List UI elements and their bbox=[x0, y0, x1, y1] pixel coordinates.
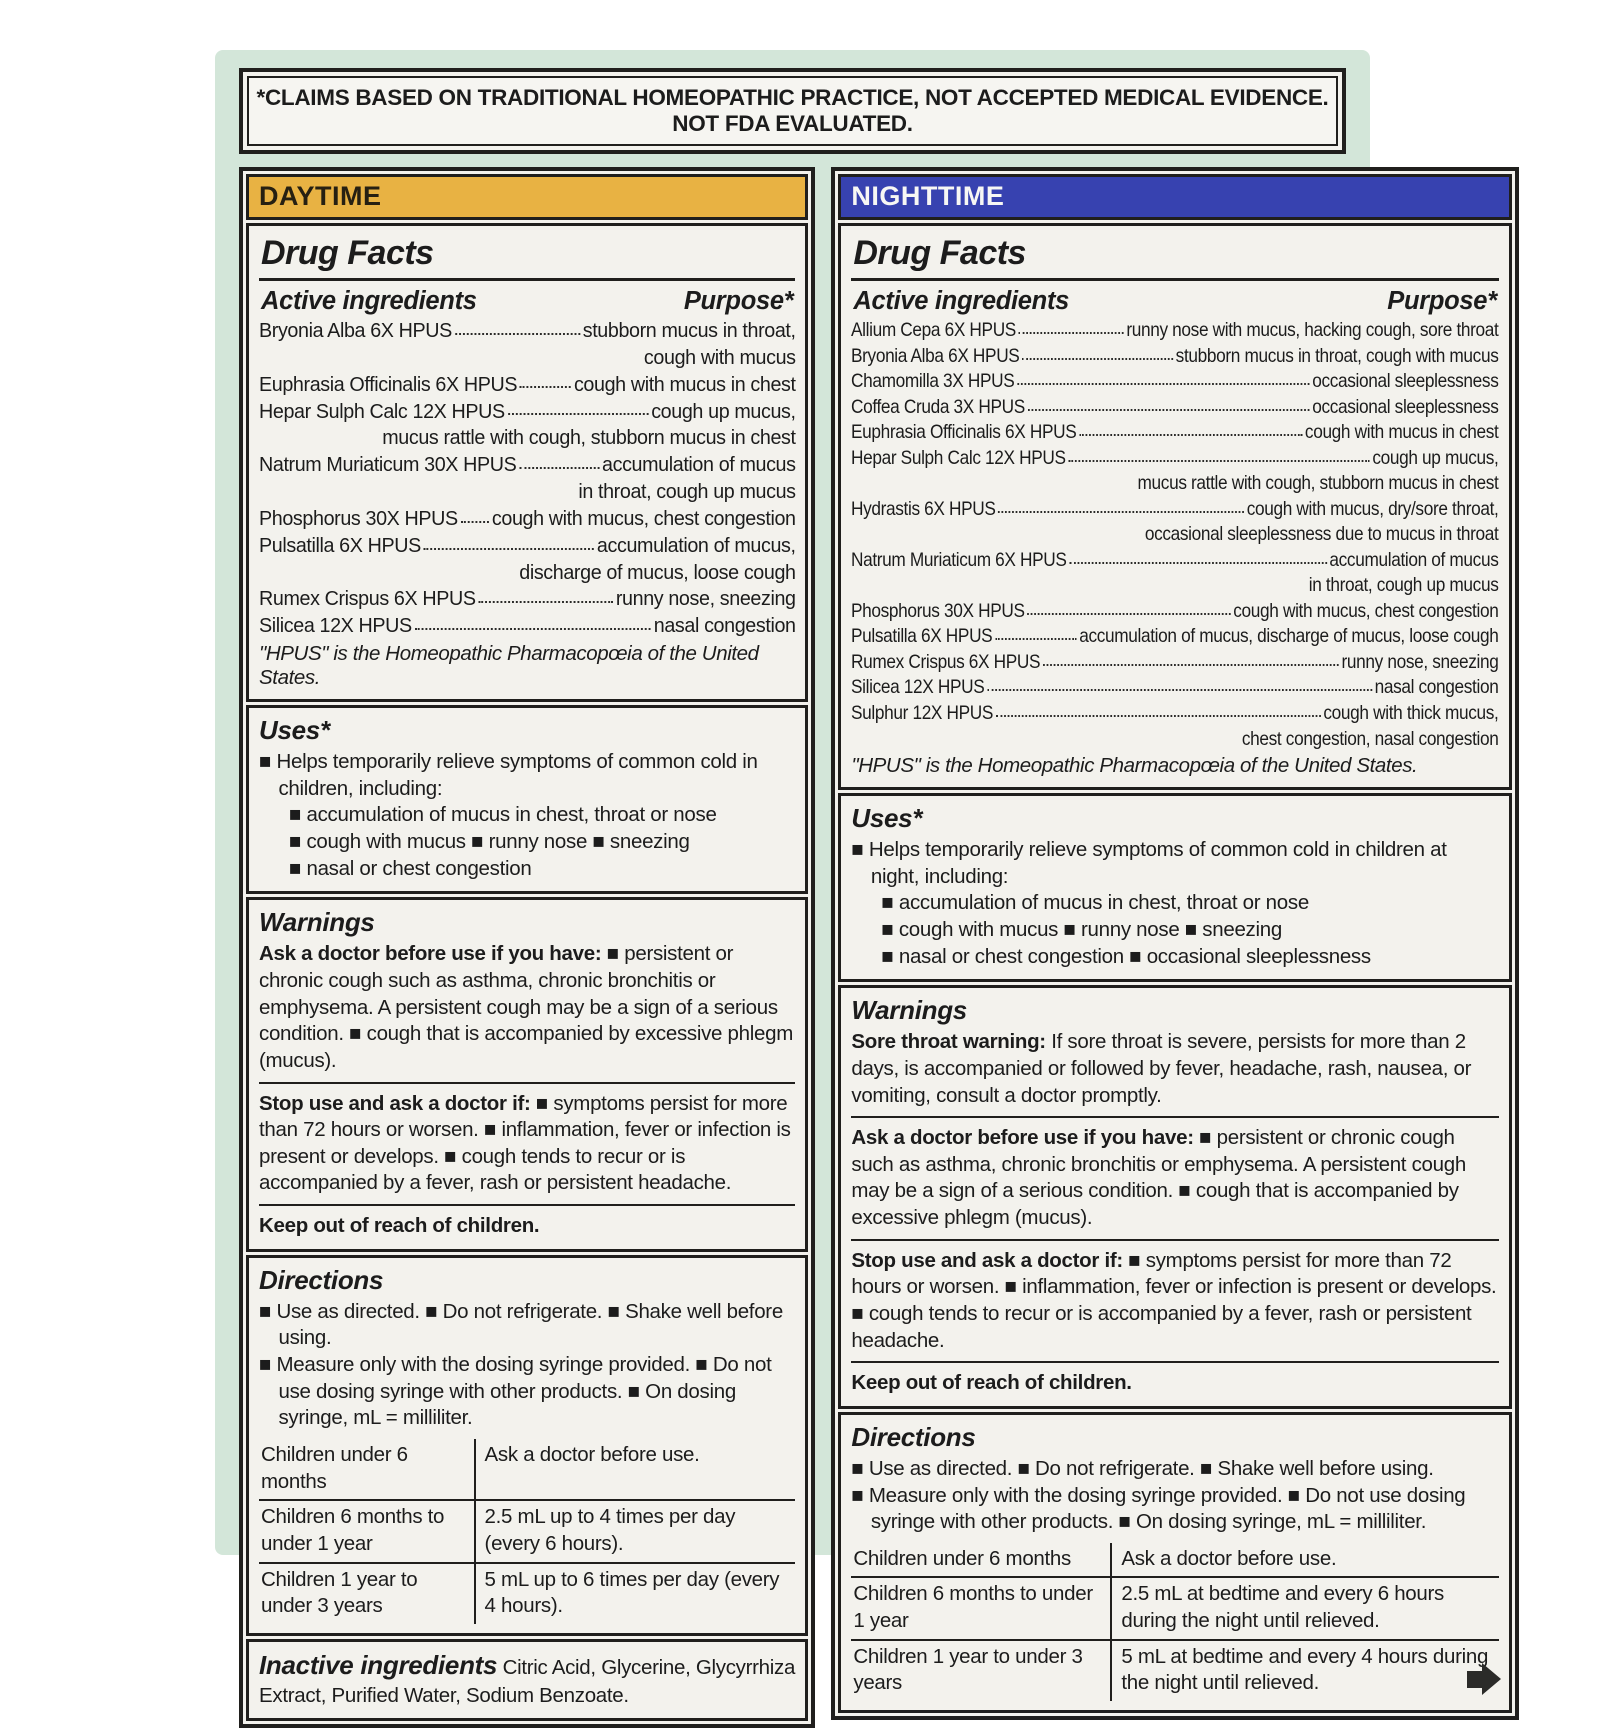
ingredient-name: Hydrastis 6X HPUS bbox=[851, 497, 996, 520]
ingredient-name: Natrum Muriaticum 6X HPUS bbox=[851, 548, 1067, 571]
warning-lead: Keep out of reach of children. bbox=[851, 1371, 1132, 1395]
dosing-table bbox=[259, 1439, 795, 1624]
nighttime-uses-section bbox=[838, 793, 1511, 982]
ingredient-entry bbox=[259, 586, 796, 613]
dose-cell: 2.5 mL at bedtime and every 6 hours during the night until relieved. bbox=[1110, 1578, 1498, 1638]
inactive-ingredients-title: Inactive ingredients bbox=[259, 1649, 498, 1680]
dose-cell: Ask a doctor before use. bbox=[474, 1439, 796, 1499]
ingredient-purpose: nasal congestion bbox=[653, 614, 796, 638]
ingredient-purpose-continued: in throat, cough up mucus bbox=[578, 480, 796, 504]
ingredient-name: Pulsatilla 6X HPUS bbox=[851, 625, 993, 648]
ingredient-entry bbox=[851, 395, 1498, 421]
dotted-leader bbox=[995, 624, 1077, 640]
active-ingredients-heading: Active ingredients bbox=[853, 287, 1070, 315]
nighttime-warnings-section bbox=[838, 985, 1511, 1409]
ingredient-entry bbox=[851, 599, 1498, 625]
dotted-leader bbox=[519, 452, 599, 469]
warning-paragraph bbox=[259, 1204, 795, 1240]
ingredient-purpose: runny nose, sneezing bbox=[615, 587, 796, 611]
ingredient-purpose-continued: mucus rattle with cough, stubborn mucus in chest bbox=[382, 426, 796, 450]
ingredient-purpose: cough up mucus, bbox=[651, 399, 796, 423]
dosing-row bbox=[851, 1543, 1498, 1577]
nighttime-ingredient-list bbox=[851, 318, 1498, 752]
daytime-inactive-section bbox=[246, 1639, 808, 1721]
uses-sub-list bbox=[289, 802, 795, 882]
inactive-ingredients-text: Citric Acid, Glycerine, Glycyrrhiza Extract, Purified Water, Sodium Benzoate. bbox=[259, 1655, 796, 1707]
ingredient-name: Phosphorus 30X HPUS bbox=[259, 506, 458, 530]
purpose-heading: Purpose* bbox=[683, 287, 794, 315]
disclaimer-text: *CLAIMS BASED ON TRADITIONAL HOMEOPATHIC PRACTICE, NOT ACCEPTED MEDICAL EVIDENCE. NOT FDA EVALUATED. bbox=[247, 76, 1338, 146]
ingredient-purpose: accumulation of mucus bbox=[1329, 548, 1499, 571]
uses-main: ■ Helps temporarily relieve symptoms of common cold in children, including: bbox=[259, 750, 758, 800]
daytime-uses-section bbox=[246, 705, 808, 894]
dose-cell: Ask a doctor before use. bbox=[1110, 1543, 1498, 1577]
ingredient-purpose-continued: mucus rattle with cough, stubborn mucus in chest bbox=[1137, 472, 1499, 495]
ingredient-name: Silicea 12X HPUS bbox=[259, 614, 412, 638]
dose-cell: 5 mL at bedtime and every 4 hours during the night until relieved. bbox=[1110, 1641, 1498, 1701]
uses-sub-item: ■ accumulation of mucus in chest, throat or nose bbox=[881, 891, 1309, 915]
dotted-leader bbox=[1070, 548, 1328, 564]
ingredient-purpose-continued: cough with mucus bbox=[643, 345, 796, 369]
active-ingredients-heading-row bbox=[259, 281, 795, 318]
warning-paragraph bbox=[851, 1361, 1498, 1397]
dotted-leader bbox=[478, 586, 612, 603]
nighttime-header: NIGHTTIME bbox=[838, 174, 1511, 220]
ingredient-name: Hepar Sulph Calc 12X HPUS bbox=[259, 399, 505, 423]
hpus-note: "HPUS" is the Homeopathic Pharmacopœia of the United States. bbox=[851, 754, 1418, 778]
ingredient-purpose: accumulation of mucus, bbox=[596, 533, 796, 557]
warning-paragraph bbox=[259, 1082, 795, 1198]
ingredient-name: Hepar Sulph Calc 12X HPUS bbox=[851, 446, 1067, 469]
dosing-table bbox=[851, 1543, 1498, 1701]
ingredient-entry bbox=[259, 533, 796, 587]
warning-lead: Ask a doctor before use if you have: bbox=[851, 1126, 1194, 1150]
warning-paragraph bbox=[851, 1116, 1498, 1232]
nighttime-drug-facts-section bbox=[838, 223, 1511, 790]
ingredient-name: Chamomilla 3X HPUS bbox=[851, 370, 1015, 393]
ingredient-entry bbox=[851, 701, 1498, 752]
dotted-leader bbox=[1079, 420, 1302, 436]
warning-text: If sore throat is severe, persists for more than 2 days, is accompanied or followed by fever, headache, rash, nausea, or vomiting, consult a doctor promptly. bbox=[851, 1030, 1472, 1107]
ingredient-entry bbox=[851, 344, 1498, 370]
disclaimer-bar bbox=[239, 68, 1346, 154]
uses-sub-item: ■ cough with mucus ■ runny nose ■ sneezing bbox=[289, 830, 690, 854]
ingredient-name: Silicea 12X HPUS bbox=[851, 676, 985, 699]
age-cell: Children under 6 months bbox=[261, 1442, 408, 1493]
ingredient-purpose: occasional sleeplessness bbox=[1312, 370, 1499, 393]
dotted-leader bbox=[415, 613, 651, 630]
active-ingredients-heading-row bbox=[851, 281, 1498, 318]
label-card bbox=[215, 50, 1499, 1707]
active-ingredients-heading: Active ingredients bbox=[261, 287, 477, 315]
ingredient-entry bbox=[851, 548, 1498, 599]
uses-sub-item: ■ cough with mucus ■ runny nose ■ sneezing bbox=[881, 917, 1282, 941]
ingredient-entry bbox=[851, 675, 1498, 701]
daytime-warnings-section bbox=[246, 897, 808, 1251]
ingredient-entry bbox=[259, 318, 796, 372]
ingredient-entry bbox=[851, 650, 1498, 676]
age-cell: Children 1 year to under 3 years bbox=[261, 1567, 418, 1618]
daytime-directions-section bbox=[246, 1255, 808, 1636]
ingredient-purpose: stubborn mucus in throat, cough with mucus bbox=[1176, 344, 1499, 367]
ingredient-purpose: cough with thick mucus, bbox=[1323, 701, 1499, 724]
nighttime-panel bbox=[831, 167, 1518, 1720]
ingredient-name: Coffea Cruda 3X HPUS bbox=[851, 395, 1026, 418]
ingredient-purpose: cough with mucus, chest congestion bbox=[1233, 599, 1499, 622]
dotted-leader bbox=[424, 533, 594, 550]
uses-sub-item: ■ nasal or chest congestion ■ occasional sleeplessness bbox=[881, 944, 1371, 968]
ingredient-purpose: occasional sleeplessness bbox=[1312, 395, 1499, 418]
warning-text: ■ persistent or chronic cough such as asthma, chronic bronchitis or emphysema. A persistent cough may be a sign of a serious condition. ■ cough that is accompanied by excessive phlegm (mucus). bbox=[259, 942, 793, 1072]
ingredient-purpose-continued: occasional sleeplessness due to mucus in throat bbox=[1145, 523, 1499, 546]
dosing-row bbox=[259, 1562, 795, 1624]
ingredient-name: Euphrasia Officinalis 6X HPUS bbox=[851, 421, 1077, 444]
ingredient-name: Rumex Crispus 6X HPUS bbox=[851, 650, 1041, 673]
dosing-row bbox=[259, 1499, 795, 1561]
ingredient-entry bbox=[259, 452, 796, 506]
uses-title: Uses* bbox=[259, 715, 330, 746]
warnings-title: Warnings bbox=[259, 907, 375, 938]
warning-paragraph bbox=[259, 941, 795, 1074]
daytime-panel bbox=[239, 167, 815, 1728]
direction-line: ■ Use as directed. ■ Do not refrigerate. ■ Shake well before using. bbox=[259, 1299, 783, 1350]
dotted-leader bbox=[1017, 369, 1310, 385]
ingredient-name: Bryonia Alba 6X HPUS bbox=[851, 344, 1020, 367]
ingredient-entry bbox=[851, 497, 1498, 548]
daytime-drug-facts-section bbox=[246, 223, 808, 702]
ingredient-purpose: cough with mucus, dry/sore throat, bbox=[1247, 497, 1499, 520]
continue-arrow-icon bbox=[1467, 1663, 1501, 1695]
directions-title: Directions bbox=[851, 1421, 976, 1452]
hpus-note: "HPUS" is the Homeopathic Pharmacopœia of the United States. bbox=[259, 642, 759, 690]
ingredient-purpose: runny nose with mucus, hacking cough, sore throat bbox=[1126, 319, 1499, 341]
directions-title: Directions bbox=[259, 1264, 384, 1295]
age-cell: Children 1 year to under 3 years bbox=[853, 1644, 1083, 1695]
warning-lead: Stop use and ask a doctor if: bbox=[851, 1248, 1123, 1272]
drug-facts-title: Drug Facts bbox=[259, 233, 795, 281]
age-cell: Children under 6 months bbox=[853, 1546, 1071, 1570]
dotted-leader bbox=[1028, 599, 1231, 615]
dosing-row bbox=[851, 1639, 1498, 1701]
ingredient-purpose: cough with mucus in chest bbox=[573, 372, 796, 396]
dotted-leader bbox=[996, 701, 1321, 717]
ingredient-name: Allium Cepa 6X HPUS bbox=[851, 319, 1017, 341]
dotted-leader bbox=[508, 399, 649, 416]
drug-facts-title: Drug Facts bbox=[851, 233, 1498, 281]
ingredient-name: Bryonia Alba 6X HPUS bbox=[259, 319, 452, 342]
ingredient-entry bbox=[259, 613, 796, 640]
warnings-title: Warnings bbox=[851, 995, 967, 1026]
ingredient-entry bbox=[851, 420, 1498, 446]
dotted-leader bbox=[1019, 318, 1124, 334]
warning-paragraph bbox=[851, 1029, 1498, 1109]
ingredient-purpose: cough with mucus in chest bbox=[1305, 421, 1499, 444]
uses-sub-list bbox=[881, 890, 1498, 970]
uses-title: Uses* bbox=[851, 803, 923, 834]
dotted-leader bbox=[1069, 446, 1370, 462]
dotted-leader bbox=[1022, 344, 1173, 360]
ingredient-entry bbox=[259, 506, 796, 533]
age-cell: Children 6 months to under 1 year bbox=[853, 1582, 1093, 1633]
dosing-row bbox=[851, 1576, 1498, 1638]
ingredient-purpose: nasal congestion bbox=[1374, 676, 1499, 699]
warning-text: ■ symptoms persist for more than 72 hours or worsen. ■ inflammation, fever or infection is present or develops. ■ cough tends to recur or is accompanied by a fever, rash or persistent headache. bbox=[851, 1248, 1497, 1352]
warning-lead: Sore throat warning: bbox=[851, 1030, 1046, 1054]
dosing-row bbox=[259, 1439, 795, 1499]
panels-row bbox=[239, 167, 1499, 1728]
dose-cell: 5 mL up to 6 times per day (every 4 hours). bbox=[474, 1564, 796, 1624]
dotted-leader bbox=[987, 675, 1372, 691]
dotted-leader bbox=[455, 318, 580, 335]
ingredient-name: Pulsatilla 6X HPUS bbox=[259, 533, 421, 557]
nighttime-directions-section bbox=[838, 1412, 1511, 1713]
ingredient-purpose: runny nose, sneezing bbox=[1341, 650, 1499, 673]
ingredient-purpose-continued: in throat, cough up mucus bbox=[1309, 574, 1499, 597]
uses-main: ■ Helps temporarily relieve symptoms of common cold in children at night, including: bbox=[851, 838, 1447, 888]
uses-sub-item: ■ accumulation of mucus in chest, throat or nose bbox=[289, 803, 717, 827]
dotted-leader bbox=[1043, 650, 1339, 666]
directions-lines bbox=[259, 1299, 795, 1432]
warning-text: ■ symptoms persist for more than 72 hours or worsen. ■ inflammation, fever or infection is present or develops. ■ cough tends to recur or is accompanied by a fever, rash or persistent headache. bbox=[259, 1091, 791, 1195]
ingredient-purpose: cough with mucus, chest congestion bbox=[491, 506, 796, 530]
ingredient-entry bbox=[851, 446, 1498, 497]
dotted-leader bbox=[461, 506, 489, 523]
warning-lead: Keep out of reach of children. bbox=[259, 1214, 540, 1238]
ingredient-name: Euphrasia Officinalis 6X HPUS bbox=[259, 372, 518, 396]
ingredient-purpose-continued: discharge of mucus, loose cough bbox=[519, 560, 796, 584]
age-cell: Children 6 months to under 1 year bbox=[261, 1505, 445, 1555]
ingredient-name: Sulphur 12X HPUS bbox=[851, 701, 994, 724]
warning-lead: Ask a doctor before use if you have: bbox=[259, 942, 602, 966]
uses-sub-item: ■ nasal or chest congestion bbox=[289, 856, 532, 880]
ingredient-purpose: cough up mucus, bbox=[1372, 446, 1499, 469]
directions-lines bbox=[851, 1456, 1498, 1536]
ingredient-name: Natrum Muriaticum 30X HPUS bbox=[259, 453, 517, 477]
ingredient-purpose: stubborn mucus in throat, bbox=[582, 319, 796, 342]
ingredient-entry bbox=[259, 399, 796, 453]
ingredient-entry bbox=[259, 372, 796, 399]
ingredient-name: Phosphorus 30X HPUS bbox=[851, 599, 1026, 622]
daytime-header: DAYTIME bbox=[246, 174, 808, 220]
dose-cell: 2.5 mL up to 4 times per day (every 6 hours). bbox=[474, 1501, 796, 1561]
dotted-leader bbox=[1028, 395, 1310, 411]
warning-lead: Stop use and ask a doctor if: bbox=[259, 1091, 531, 1115]
purpose-heading: Purpose* bbox=[1387, 287, 1497, 315]
ingredient-entry bbox=[851, 369, 1498, 395]
ingredient-purpose: accumulation of mucus bbox=[602, 453, 796, 477]
dotted-leader bbox=[999, 497, 1245, 513]
warnings-paragraphs bbox=[851, 1029, 1498, 1397]
ingredient-purpose-continued: chest congestion, nasal congestion bbox=[1242, 727, 1499, 750]
dotted-leader bbox=[520, 372, 571, 389]
ingredient-entry bbox=[851, 624, 1498, 650]
direction-line: ■ Measure only with the dosing syringe provided. ■ Do not use dosing syringe with other products. ■ On dosing syringe, mL = milliliter. bbox=[851, 1483, 1466, 1534]
daytime-ingredient-list bbox=[259, 318, 796, 640]
direction-line: ■ Measure only with the dosing syringe provided. ■ Do not use dosing syringe with other products. ■ On dosing syringe, mL = milliliter. bbox=[259, 1353, 772, 1430]
ingredient-entry bbox=[851, 318, 1498, 344]
ingredient-name: Rumex Crispus 6X HPUS bbox=[259, 587, 476, 611]
warning-paragraph bbox=[851, 1239, 1498, 1355]
ingredient-purpose: accumulation of mucus, discharge of mucus, loose cough bbox=[1079, 625, 1499, 648]
warning-text: ■ persistent or chronic cough such as asthma, chronic bronchitis or emphysema. A persistent cough may be a sign of a serious condition. ■ cough that is accompanied by excessive phlegm (mucus). bbox=[851, 1126, 1466, 1230]
warnings-paragraphs bbox=[259, 941, 795, 1239]
direction-line: ■ Use as directed. ■ Do not refrigerate. ■ Shake well before using. bbox=[851, 1456, 1434, 1480]
